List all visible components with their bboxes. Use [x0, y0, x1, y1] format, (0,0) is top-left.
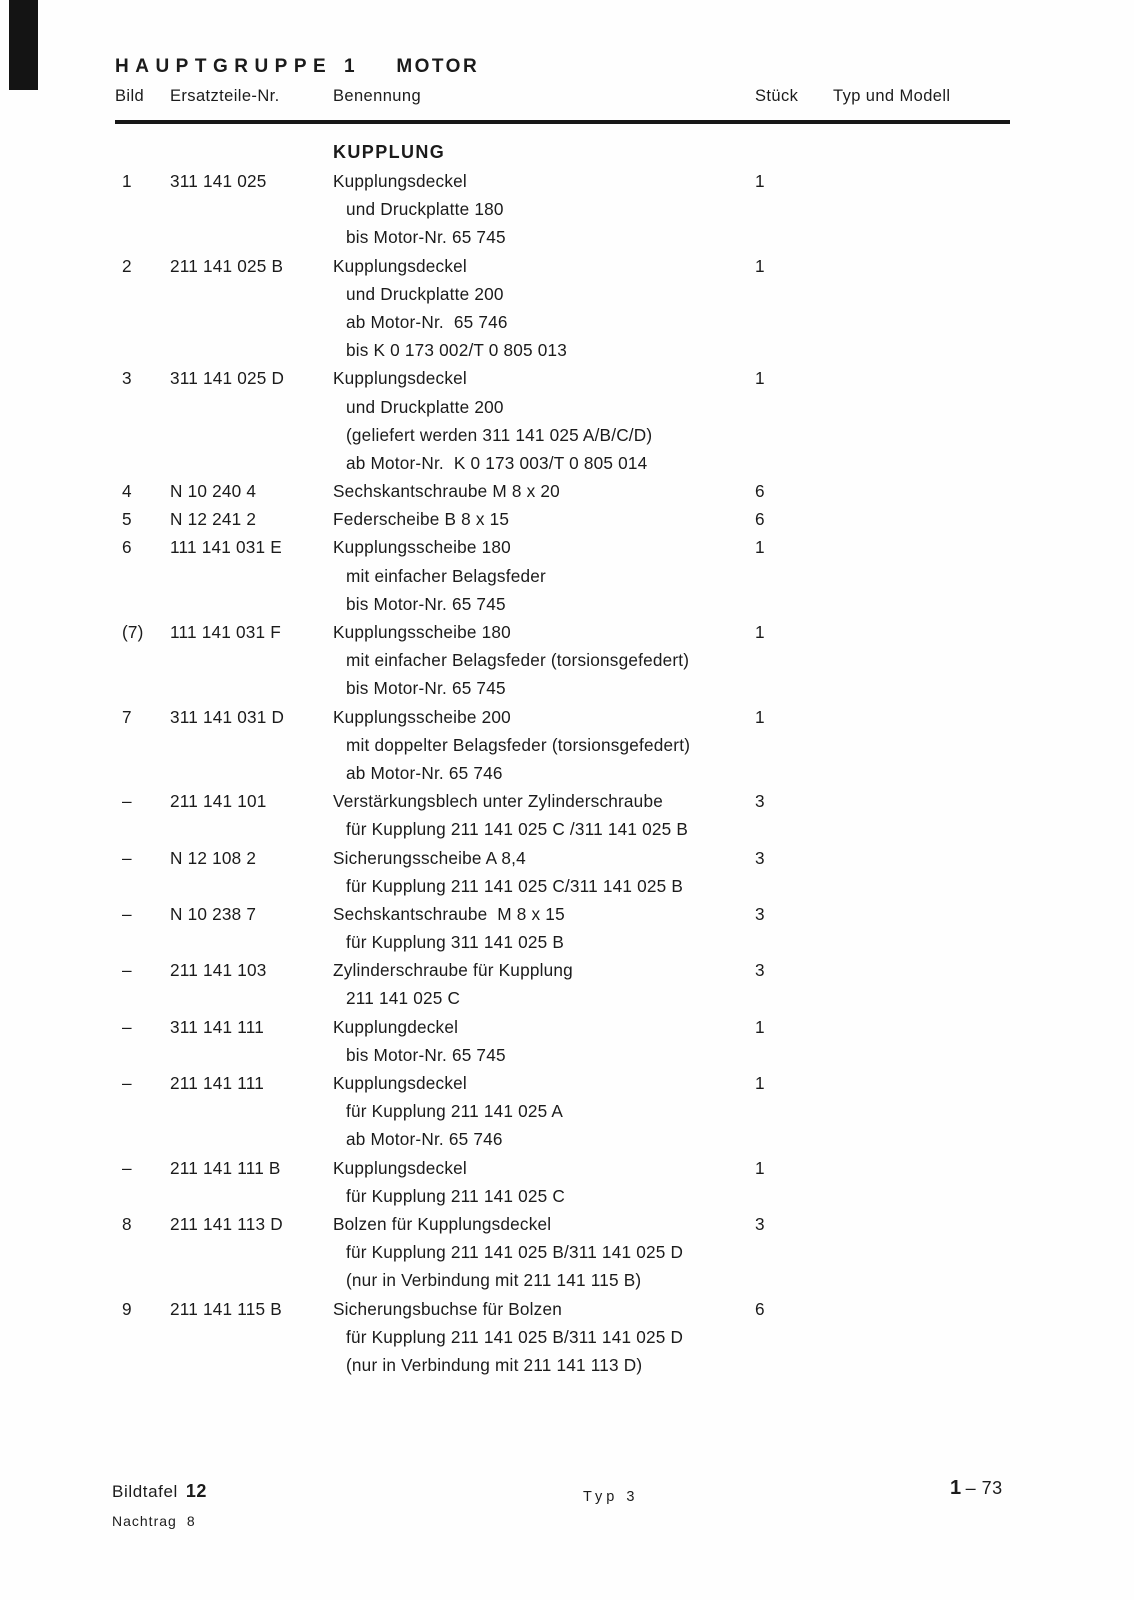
row-quantity: 3	[755, 1213, 765, 1234]
row-quantity: 1	[755, 1157, 765, 1178]
table-row-detail-line	[115, 735, 1020, 763]
table-row	[115, 1214, 1020, 1299]
row-model	[833, 256, 1020, 284]
table-row-detail-line	[115, 932, 1020, 960]
table-row-main-line	[115, 1017, 1020, 1045]
row-part-number: 111 141 031 F	[170, 622, 281, 642]
table-row-detail-line	[115, 1270, 1020, 1298]
row-part-name: Sicherungsscheibe A 8,4	[333, 847, 526, 868]
row-model	[833, 1214, 1020, 1242]
row-part-name: Sechskantschraube M 8 x 15	[333, 903, 565, 924]
row-part-number: 211 141 025 B	[170, 255, 284, 276]
row-quantity: 6	[755, 509, 765, 530]
table-row-main-line	[115, 707, 1020, 735]
row-part-name: Kupplungsdeckel	[333, 368, 467, 389]
row-detail-text: mit einfacher Belagsfeder	[346, 565, 546, 586]
row-detail-text: für Kupplung 311 141 025 B	[346, 932, 564, 953]
row-part-name: Kupplungsscheibe 200	[333, 706, 511, 727]
table-row-main-line	[115, 1073, 1020, 1101]
row-quantity: 1	[755, 368, 765, 389]
row-part-number: N 10 240 4	[170, 481, 257, 502]
row-model	[833, 960, 1020, 988]
row-detail-text: bis K 0 173 002/T 0 805 013	[346, 340, 568, 361]
row-model	[833, 509, 1020, 537]
row-part-name: Kupplungdeckel	[333, 1016, 459, 1037]
table-row-main-line	[115, 1214, 1020, 1242]
col-header-model: Typ und Modell	[833, 87, 951, 105]
row-part-name: Sicherungsbuchse für Bolzen	[333, 1298, 562, 1319]
row-quantity: 1	[755, 622, 765, 642]
row-part-number: N 10 238 7	[170, 903, 257, 924]
row-part-name: Kupplungsdeckel	[333, 1073, 467, 1093]
table-row-main-line	[115, 481, 1020, 509]
table-row-detail-line	[115, 988, 1020, 1016]
parts-table-body	[115, 171, 1020, 1383]
row-bild-number: 3	[122, 368, 132, 389]
row-bild-number: 7	[122, 706, 132, 727]
row-part-number: 211 141 115 B	[170, 1298, 282, 1319]
row-detail-text: für Kupplung 211 141 025 A	[346, 1101, 564, 1122]
row-part-number: 111 141 031 E	[170, 537, 282, 558]
row-quantity: 1	[755, 1073, 765, 1093]
row-model	[833, 481, 1020, 509]
table-row-detail-line	[115, 453, 1020, 481]
row-detail-text: und Druckplatte 200	[346, 283, 504, 304]
table-row-detail-line	[115, 199, 1020, 227]
footer-type-label: Typ 3	[583, 1489, 639, 1505]
nachtrag-value: 8	[186, 1513, 196, 1529]
table-row-detail-line	[115, 819, 1020, 847]
table-row-detail-line	[115, 876, 1020, 904]
table-row	[115, 848, 1020, 904]
table-row	[115, 1299, 1020, 1384]
row-model	[833, 171, 1020, 199]
nachtrag-label: Nachtrag	[112, 1513, 177, 1529]
page-title	[115, 56, 1020, 83]
table-row-detail-line	[115, 1327, 1020, 1355]
table-row-main-line	[115, 622, 1020, 650]
row-part-number: N 12 108 2	[170, 847, 257, 868]
col-header-bild: Bild	[115, 87, 145, 105]
table-row-detail-line	[115, 566, 1020, 594]
row-model	[833, 368, 1020, 396]
row-quantity: 6	[755, 481, 765, 502]
row-part-number: N 12 241 2	[170, 509, 257, 530]
page-number-rest: – 73	[965, 1478, 1003, 1498]
row-model	[833, 537, 1020, 565]
row-quantity: 3	[755, 791, 765, 812]
row-bild-number: 5	[122, 509, 132, 530]
row-quantity: 1	[755, 537, 765, 558]
row-bild-number: –	[122, 903, 132, 924]
table-row-detail-line	[115, 1101, 1020, 1129]
table-row-main-line	[115, 1158, 1020, 1186]
table-row-main-line	[115, 537, 1020, 565]
row-detail-text: (geliefert werden 311 141 025 A/B/C/D)	[346, 424, 653, 445]
table-row	[115, 171, 1020, 256]
row-model	[833, 1158, 1020, 1186]
row-detail-text: für Kupplung 211 141 025 C/311 141 025 B	[346, 875, 684, 896]
table-row-detail-line	[115, 763, 1020, 791]
row-quantity: 3	[755, 903, 765, 924]
section-heading-line	[115, 142, 1020, 171]
table-row-detail-line	[115, 594, 1020, 622]
row-detail-text: bis Motor-Nr. 65 745	[346, 678, 506, 699]
table-row-detail-line	[115, 1045, 1020, 1073]
row-part-name: Kupplungsdeckel	[333, 1157, 467, 1178]
table-row-detail-line	[115, 312, 1020, 340]
row-part-name: Federscheibe B 8 x 15	[333, 509, 510, 530]
row-model	[833, 904, 1020, 932]
row-part-number: 311 141 025	[170, 171, 267, 191]
table-row-main-line	[115, 509, 1020, 537]
table-row-main-line	[115, 171, 1020, 199]
section-title: KUPPLUNG	[333, 142, 446, 162]
row-bild-number: 6	[122, 537, 132, 558]
table-row-main-line	[115, 848, 1020, 876]
row-bild-number: –	[122, 1157, 132, 1178]
bildtafel-value: 12	[185, 1481, 207, 1501]
table-row	[115, 1073, 1020, 1158]
row-quantity: 1	[755, 255, 765, 276]
table-row	[115, 791, 1020, 847]
row-bild-number: –	[122, 960, 132, 981]
table-row	[115, 960, 1020, 1016]
row-model	[833, 1299, 1020, 1327]
row-detail-text: für Kupplung 211 141 025 C	[346, 1185, 565, 1206]
row-model	[833, 1017, 1020, 1045]
row-part-number: 211 141 111	[170, 1073, 264, 1093]
row-part-name: Kupplungsdeckel	[333, 255, 467, 276]
main-group-label: HAUPTGRUPPE 1	[115, 56, 362, 77]
row-part-name: Zylinderschraube für Kupplung	[333, 960, 573, 981]
row-detail-text: für Kupplung 211 141 025 C /311 141 025 B	[346, 819, 689, 840]
row-detail-text: mit einfacher Belagsfeder (torsionsgefedert)	[346, 650, 690, 671]
table-row-detail-line	[115, 397, 1020, 425]
row-bild-number: –	[122, 1073, 132, 1093]
row-detail-text: bis Motor-Nr. 65 745	[346, 593, 506, 614]
catalog-page	[115, 56, 1020, 1383]
row-detail-text: bis Motor-Nr. 65 745	[346, 1044, 506, 1065]
footer-page-number	[950, 1477, 1003, 1500]
row-part-number: 211 141 101	[170, 791, 267, 812]
row-detail-text: bis Motor-Nr. 65 745	[346, 227, 506, 248]
row-part-number: 211 141 103	[170, 960, 267, 981]
table-row	[115, 904, 1020, 960]
row-detail-text: mit doppelter Belagsfeder (torsionsgefedert)	[346, 734, 691, 755]
footer-nachtrag	[112, 1513, 196, 1529]
table-row-main-line	[115, 368, 1020, 396]
row-detail-text: und Druckplatte 180	[346, 199, 504, 220]
table-row	[115, 537, 1020, 622]
header-divider	[115, 120, 1010, 124]
row-detail-text: ab Motor-Nr. 65 746	[346, 311, 508, 332]
table-row	[115, 481, 1020, 509]
col-header-quantity: Stück	[755, 87, 799, 105]
main-group-title: MOTOR	[396, 56, 480, 77]
row-part-name: Sechskantschraube M 8 x 20	[333, 481, 560, 502]
row-bild-number: 9	[122, 1298, 132, 1319]
row-part-number: 311 141 031 D	[170, 706, 285, 727]
table-row	[115, 622, 1020, 707]
table-row	[115, 1017, 1020, 1073]
table-row-detail-line	[115, 284, 1020, 312]
table-row-main-line	[115, 256, 1020, 284]
row-bild-number: 8	[122, 1213, 132, 1234]
row-model	[833, 791, 1020, 819]
footer-bildtafel	[112, 1481, 207, 1502]
table-row-main-line	[115, 791, 1020, 819]
table-row-detail-line	[115, 425, 1020, 453]
table-row	[115, 368, 1020, 481]
scan-binding-mark	[9, 0, 38, 90]
row-detail-text: für Kupplung 211 141 025 B/311 141 025 D	[346, 1242, 684, 1263]
row-part-name: Bolzen für Kupplungsdeckel	[333, 1213, 552, 1234]
table-row-main-line	[115, 960, 1020, 988]
table-row-detail-line	[115, 1129, 1020, 1157]
table-row-detail-line	[115, 678, 1020, 706]
row-detail-text: ab Motor-Nr. 65 746	[346, 1129, 503, 1150]
table-row-detail-line	[115, 1355, 1020, 1383]
table-row-detail-line	[115, 1186, 1020, 1214]
table-row	[115, 1158, 1020, 1214]
row-detail-text: ab Motor-Nr. 65 746	[346, 762, 503, 783]
table-row-detail-line	[115, 227, 1020, 255]
row-detail-text: (nur in Verbindung mit 211 141 115 B)	[346, 1270, 642, 1291]
row-bild-number: (7)	[122, 622, 144, 642]
bildtafel-label: Bildtafel	[112, 1482, 178, 1501]
row-bild-number: 4	[122, 481, 132, 502]
row-detail-text: ab Motor-Nr. K 0 173 003/T 0 805 014	[346, 452, 648, 473]
page-number-group: 1	[950, 1477, 962, 1499]
row-part-name: Verstärkungsblech unter Zylinderschraube	[333, 791, 663, 812]
table-row	[115, 707, 1020, 792]
table-row-detail-line	[115, 340, 1020, 368]
row-bild-number: 2	[122, 255, 132, 276]
table-row-detail-line	[115, 1242, 1020, 1270]
table-row-main-line	[115, 904, 1020, 932]
row-part-name: Kupplungsscheibe 180	[333, 537, 511, 558]
row-quantity: 6	[755, 1298, 765, 1319]
row-part-name: Kupplungsscheibe 180	[333, 622, 511, 642]
row-bild-number: –	[122, 791, 132, 812]
row-part-number: 311 141 111	[170, 1016, 264, 1037]
row-model	[833, 707, 1020, 735]
table-column-headers	[115, 87, 1020, 111]
row-part-number: 311 141 025 D	[170, 368, 285, 389]
col-header-part-number: Ersatzteile-Nr.	[170, 87, 280, 105]
row-quantity: 1	[755, 1016, 765, 1037]
row-bild-number: –	[122, 1016, 132, 1037]
row-quantity: 3	[755, 847, 765, 868]
row-detail-text: und Druckplatte 200	[346, 396, 504, 417]
row-model	[833, 848, 1020, 876]
table-row-detail-line	[115, 650, 1020, 678]
table-row	[115, 256, 1020, 369]
row-bild-number: –	[122, 847, 132, 868]
row-part-number: 211 141 113 D	[170, 1213, 283, 1234]
col-header-name: Benennung	[333, 87, 422, 105]
row-part-number: 211 141 111 B	[170, 1157, 281, 1178]
row-bild-number: 1	[122, 171, 132, 191]
row-detail-text: 211 141 025 C	[346, 988, 461, 1009]
row-model	[833, 622, 1020, 650]
row-model	[833, 1073, 1020, 1101]
row-quantity: 1	[755, 171, 765, 191]
table-row	[115, 509, 1020, 537]
row-quantity: 1	[755, 706, 765, 727]
row-part-name: Kupplungsdeckel	[333, 171, 467, 191]
row-quantity: 3	[755, 960, 765, 981]
table-row-main-line	[115, 1299, 1020, 1327]
row-detail-text: für Kupplung 211 141 025 B/311 141 025 D	[346, 1326, 684, 1347]
row-detail-text: (nur in Verbindung mit 211 141 113 D)	[346, 1354, 643, 1375]
